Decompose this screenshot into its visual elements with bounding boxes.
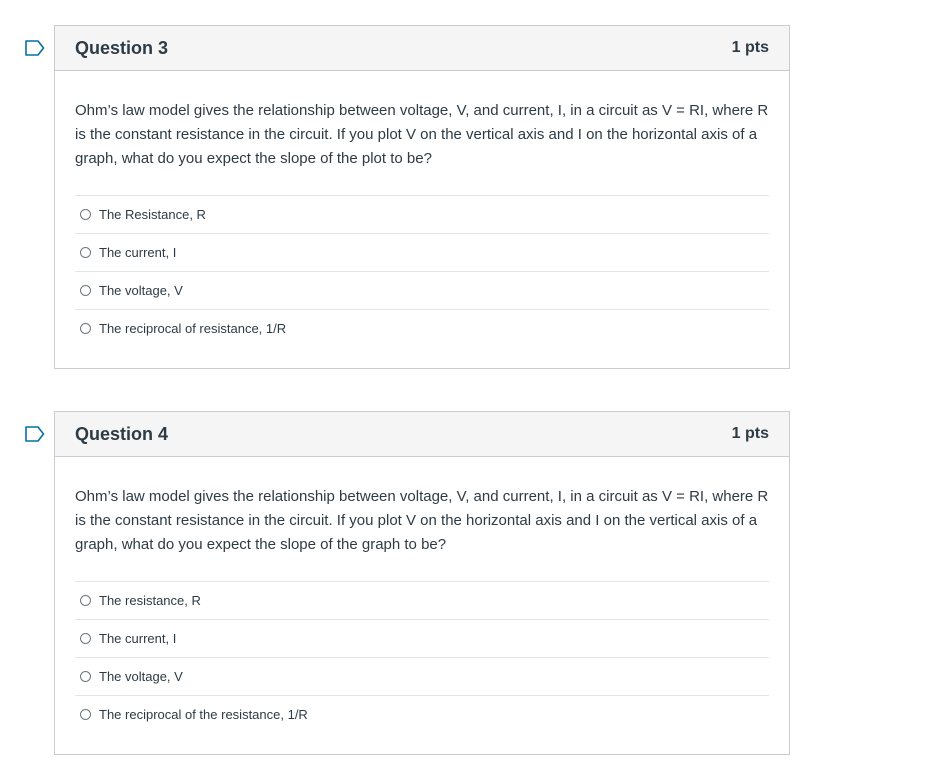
answer-option[interactable] [75,696,769,733]
question-points: 1 pts [731,425,769,442]
radio-button[interactable] [80,709,91,720]
answer-label[interactable]: The reciprocal of the resistance, 1/R [99,707,308,722]
question-4 [54,411,790,755]
question-header [55,412,789,457]
answer-option[interactable] [75,582,769,620]
question-text: Ohm’s law model gives the relationship between voltage, V, and current, I, in a circuit as V = RI, where R is the constant resistance in the circuit. If you plot V on the horizontal axis and I on the vertical axis of a graph, what do you expect the slope of the graph to be? [75,488,769,553]
question-text: Ohm’s law model gives the relationship between voltage, V, and current, I, in a circuit as V = RI, where R is the constant resistance in the circuit. If you plot V on the vertical axis and I on the horizontal axis of a graph, what do you expect the slope of the plot to be? [75,102,769,167]
question-title: Question 4 [75,423,169,444]
radio-button[interactable] [80,247,91,258]
question-points: 1 pts [731,39,769,56]
answer-option[interactable] [75,620,769,658]
question-body [55,457,789,733]
answer-option[interactable] [75,196,769,234]
answer-list [75,581,769,733]
radio-button[interactable] [80,285,91,296]
answer-label[interactable]: The Resistance, R [99,207,206,222]
question-header [55,26,789,71]
answer-label[interactable]: The voltage, V [99,283,183,298]
radio-button[interactable] [80,209,91,220]
radio-button[interactable] [80,595,91,606]
radio-button[interactable] [80,671,91,682]
answer-option[interactable] [75,658,769,696]
answer-label[interactable]: The current, I [99,245,177,260]
answer-option[interactable] [75,234,769,272]
answer-label[interactable]: The current, I [99,631,177,646]
answer-list [75,195,769,347]
answer-option[interactable] [75,310,769,347]
flag-question-icon[interactable] [25,40,45,56]
answer-label[interactable]: The reciprocal of resistance, 1/R [99,321,287,336]
radio-button[interactable] [80,633,91,644]
question-3 [54,25,790,369]
question-title: Question 3 [75,37,169,58]
answer-option[interactable] [75,272,769,310]
answer-label[interactable]: The resistance, R [99,593,201,608]
answer-label[interactable]: The voltage, V [99,669,183,684]
radio-button[interactable] [80,323,91,334]
flag-question-icon[interactable] [25,426,45,442]
question-body [55,71,789,347]
